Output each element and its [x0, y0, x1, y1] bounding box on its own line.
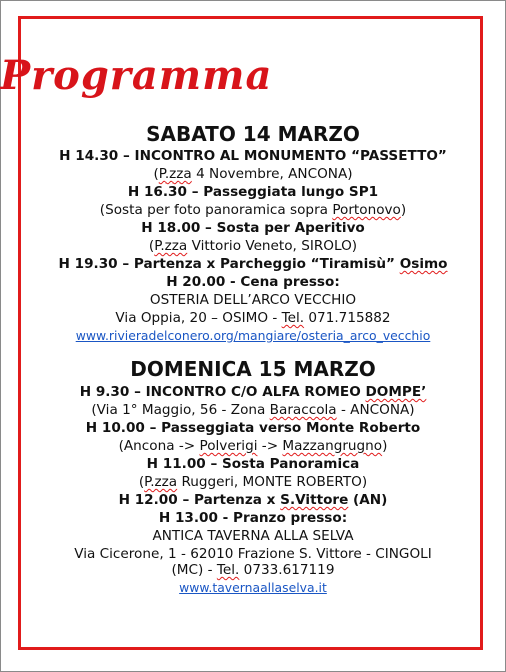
sat-line-8: H 20.00 - Cena presso:	[166, 274, 340, 290]
sun-line-1: H 9.30 – INCONTRO C/O ALFA ROMEO DOMPE’	[79, 384, 427, 400]
page-title: Programma	[0, 52, 273, 99]
sun-line-4: (Ancona -> Polverigi -> Mazzangrugno)	[118, 438, 388, 454]
sun-line-9: ANTICA TAVERNA ALLA SELVA	[152, 528, 354, 544]
sat-line-9: OSTERIA DELL’ARCO VECCHIO	[149, 292, 357, 308]
sat-line-1: H 14.30 – INCONTRO AL MONUMENTO “PASSETTO”	[59, 148, 447, 164]
sun-line-7: H 12.00 – Partenza x S.Vittore (AN)	[118, 492, 388, 508]
sun-line-5: H 11.00 – Sosta Panoramica	[146, 456, 360, 472]
sat-line-10: Via Oppia, 20 – OSIMO - Tel. 071.715882	[115, 310, 391, 326]
sat-line-4: (Sosta per foto panoramica sopra Portonovo)	[99, 202, 407, 218]
sun-line-2: (Via 1° Maggio, 56 - Zona Baraccola - ANCONA)	[91, 402, 415, 418]
sun-line-8: H 13.00 - Pranzo presso:	[158, 510, 348, 526]
sat-line-3: H 16.30 – Passeggiata lungo SP1	[127, 184, 379, 200]
sat-line-6: (P.zza Vittorio Veneto, SIROLO)	[148, 238, 358, 254]
sat-line-2: (P.zza 4 Novembre, ANCONA)	[153, 166, 353, 182]
sat-link[interactable]: www.rivieradelconero.org/mangiare/osteria_arco_vecchio	[75, 328, 431, 343]
sun-line-3: H 10.00 – Passeggiata verso Monte Roberto	[85, 420, 421, 436]
sun-line-6: (P.zza Ruggeri, MONTE ROBERTO)	[138, 474, 368, 490]
sun-line-10: Via Cicerone, 1 - 62010 Frazione S. Vittore - CINGOLI	[74, 546, 432, 562]
sun-link[interactable]: www.tavernaallaselva.it	[179, 580, 327, 595]
sun-line-11: (MC) - Tel. 0733.617119	[171, 562, 335, 578]
sat-line-7: H 19.30 – Partenza x Parcheggio “Tiramisù” Osimo	[58, 256, 448, 272]
sun-link-row	[0, 579, 506, 597]
sat-line-5: H 18.00 – Sosta per Aperitivo	[141, 220, 365, 236]
sat-link-row	[0, 327, 506, 345]
sunday-heading: DOMENICA 15 MARZO	[130, 357, 376, 381]
saturday-heading: SABATO 14 MARZO	[146, 122, 360, 146]
